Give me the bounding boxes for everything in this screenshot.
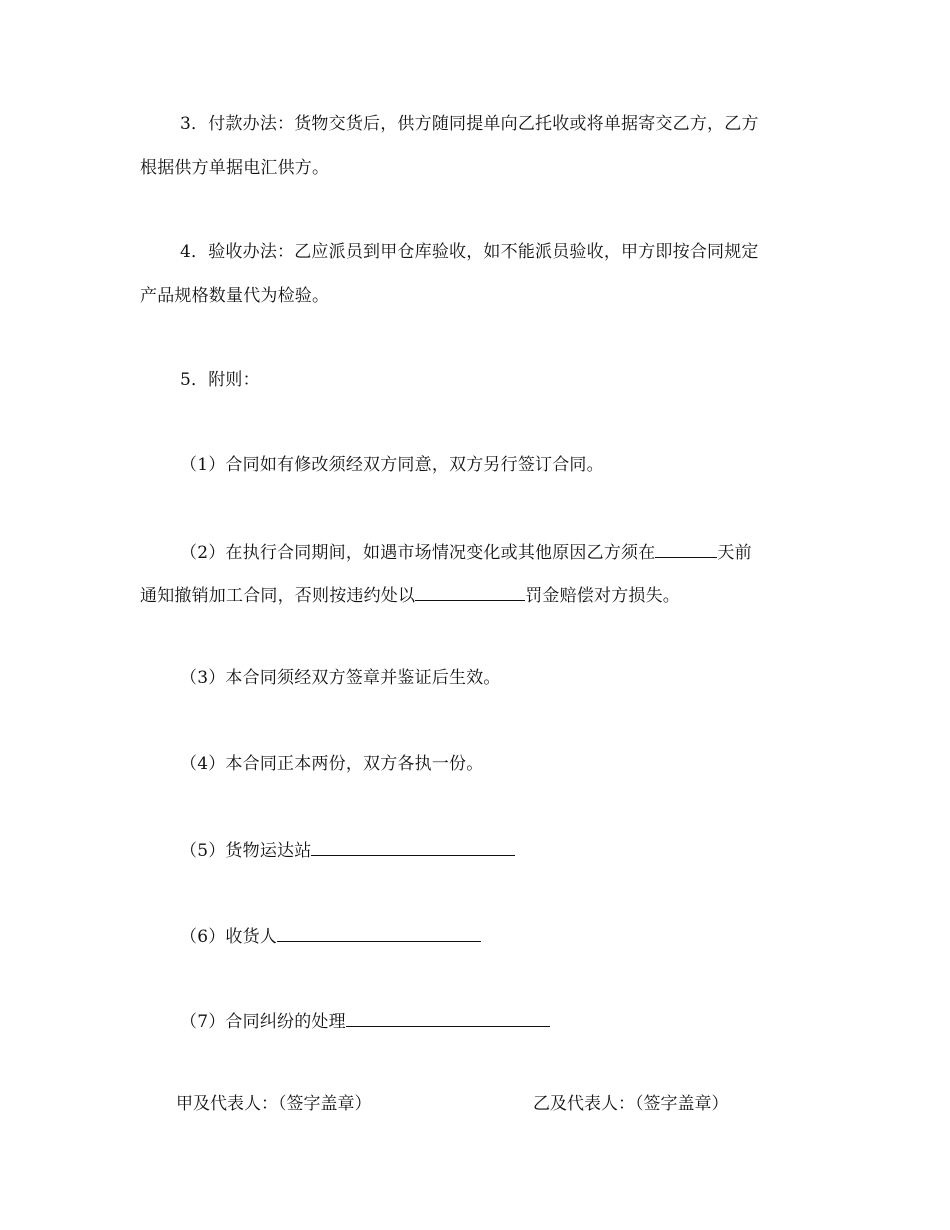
item-3: （3）本合同须经双方签章并鉴证后生效。 xyxy=(180,668,501,688)
item-5 xyxy=(180,838,515,862)
item-6-label: （6）收货人 xyxy=(180,927,278,947)
consignee-blank xyxy=(277,924,481,942)
days-blank xyxy=(655,540,717,558)
penalty-blank xyxy=(415,583,525,601)
party-a-signature: 甲及代表人：（签字盖章） xyxy=(176,1094,372,1114)
item-7-label: （7）合同纠纷的处理 xyxy=(180,1012,346,1032)
item-6 xyxy=(180,924,481,948)
item-2-line-1 xyxy=(180,540,752,564)
acceptance-clause-line-2: 产品规格数量代为检验。 xyxy=(140,286,330,306)
item-2-line-2 xyxy=(140,583,680,607)
item-2-text-d: 罚金赔偿对方损失。 xyxy=(525,586,681,606)
dispute-blank xyxy=(346,1009,550,1027)
item-2-text-b: 天前 xyxy=(717,543,752,563)
payment-clause-line-1: 3．付款办法：货物交货后，供方随同提单向乙托收或将单据寄交乙方，乙方 xyxy=(180,114,759,134)
item-1: （1）合同如有修改须经双方同意，双方另行签订合同。 xyxy=(180,455,604,475)
payment-clause-line-2: 根据供方单据电汇供方。 xyxy=(140,158,330,178)
item-2-text-a: （2）在执行合同期间，如遇市场情况变化或其他原因乙方须在 xyxy=(180,543,656,563)
acceptance-clause-line-1: 4．验收办法：乙应派员到甲仓库验收，如不能派员验收，甲方即按合同规定 xyxy=(180,242,759,262)
supplementary-heading: 5．附则： xyxy=(180,370,260,390)
item-2-text-c: 通知撤销加工合同，否则按违约处以 xyxy=(140,586,416,606)
party-b-signature: 乙及代表人：（签字盖章） xyxy=(533,1094,729,1114)
destination-station-blank xyxy=(311,838,515,856)
item-7 xyxy=(180,1009,550,1033)
item-5-label: （5）货物运达站 xyxy=(180,841,312,861)
item-4: （4）本合同正本两份，双方各执一份。 xyxy=(180,754,484,774)
